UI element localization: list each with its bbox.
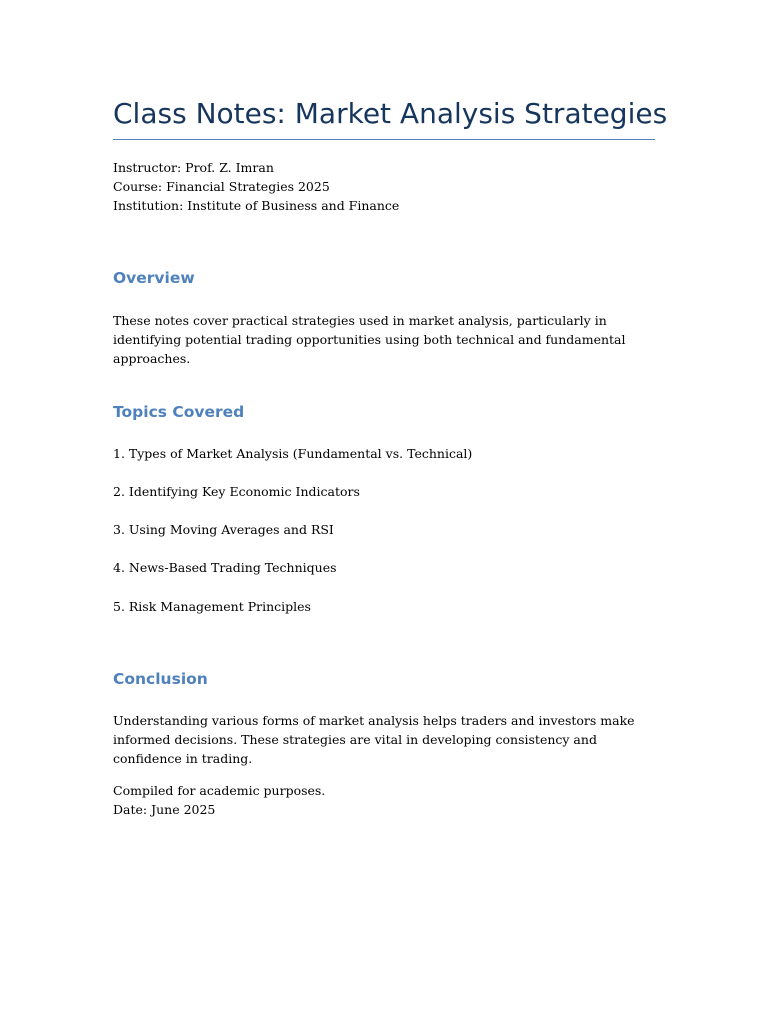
- topics-heading: Topics Covered: [113, 403, 245, 421]
- compiled-note: Compiled for academic purposes.: [113, 783, 326, 798]
- topic-item: 5. Risk Management Principles: [113, 599, 311, 614]
- conclusion-heading: Conclusion: [113, 670, 208, 688]
- overview-paragraph: These notes cover practical strategies used in market analysis, particularly in identifying potential trading opportunities using both technical and fundamental approaches.: [113, 313, 626, 366]
- title-underline: [113, 139, 655, 140]
- document-footer: [113, 781, 658, 819]
- course-line: Course: Financial Strategies 2025: [113, 179, 330, 194]
- topic-item: 4. News-Based Trading Techniques: [113, 560, 337, 575]
- topic-item: 3. Using Moving Averages and RSI: [113, 522, 334, 537]
- overview-heading: Overview: [113, 269, 195, 287]
- institution-line: Institution: Institute of Business and Finance: [113, 198, 400, 213]
- document-date: Date: June 2025: [113, 802, 216, 817]
- instructor-line: Instructor: Prof. Z. Imran: [113, 160, 274, 175]
- document-title: Class Notes: Market Analysis Strategies: [113, 97, 668, 130]
- document-meta: [113, 158, 655, 215]
- topic-item: 2. Identifying Key Economic Indicators: [113, 484, 360, 499]
- conclusion-paragraph: Understanding various forms of market analysis helps traders and investors make informed decisions. These strategies are vital in developing consistency and confidence in trading.: [113, 713, 635, 766]
- topic-item: 1. Types of Market Analysis (Fundamental vs. Technical): [113, 446, 473, 461]
